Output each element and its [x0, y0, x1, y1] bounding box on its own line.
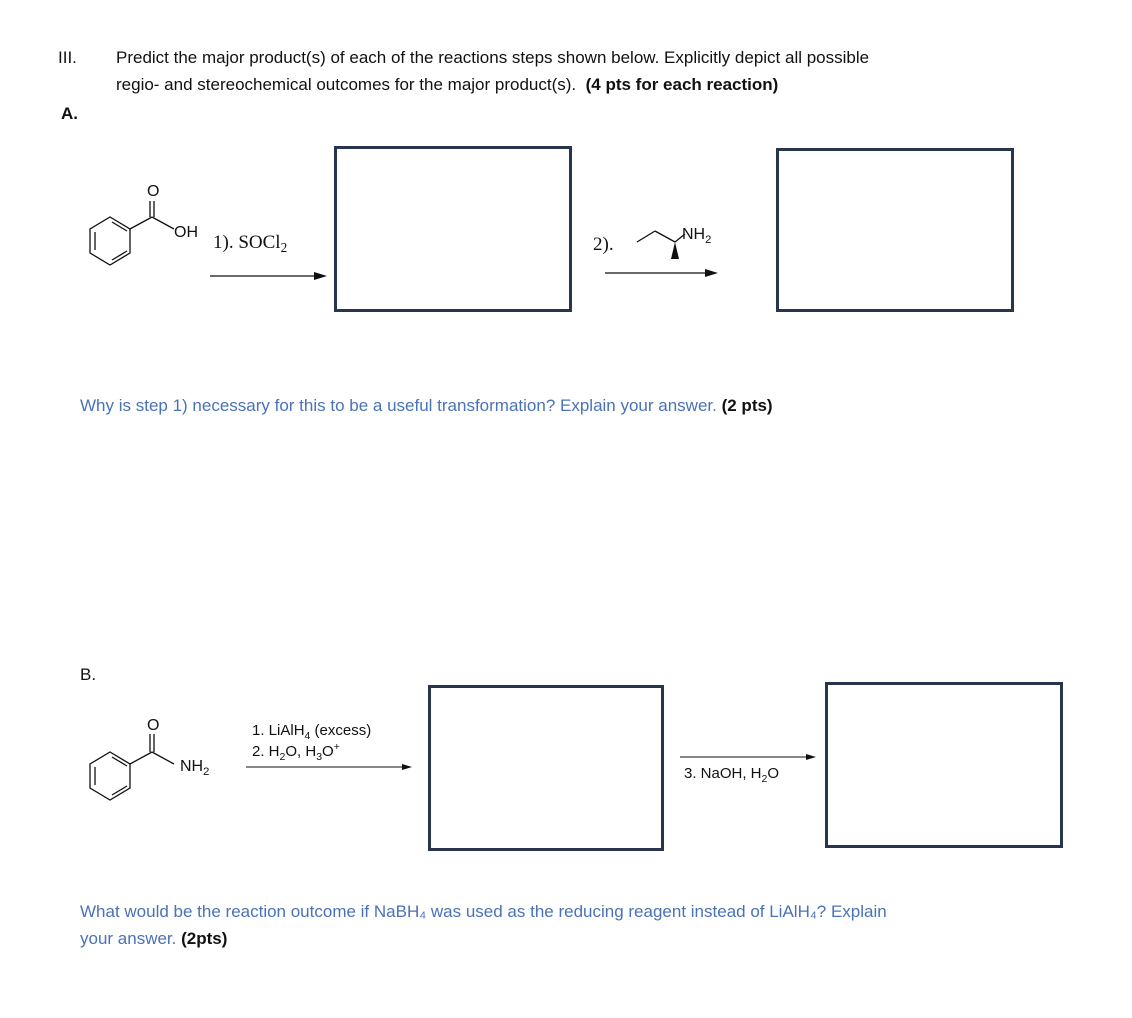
part-a-amine-text: NH — [682, 226, 706, 243]
part-b-step1-sub: 4 — [304, 730, 311, 742]
part-b-step2-c: O — [322, 743, 334, 760]
part-a-step1-prefix: 1). SOCl — [213, 232, 281, 253]
part-a-answer-box-1[interactable] — [334, 146, 572, 312]
part-b-arrow-1 — [246, 762, 416, 772]
part-b-question-line2-text: your answer. — [80, 929, 177, 948]
part-a-arrow-2 — [605, 267, 725, 279]
part-b-answer-box-1[interactable] — [428, 685, 664, 851]
part-a-hydroxyl: OH — [174, 224, 198, 241]
part-b-step2-sub-a: 2 — [279, 751, 286, 763]
part-b-carbonyl-o: O — [147, 717, 160, 734]
part-b-step3-b: O — [767, 765, 780, 782]
instructions-line1: Predict the major product(s) of each of the reactions steps shown below. Explicitly depict all possible — [116, 48, 870, 67]
part-b-step3 — [684, 765, 779, 785]
part-b-arrow-2 — [680, 752, 820, 762]
part-b-step1-prefix: 1. LiAlH — [252, 722, 305, 739]
part-a-answer-box-2[interactable] — [776, 148, 1014, 312]
part-b-step2-b: O, H — [285, 743, 317, 760]
part-b-step1-suffix: (excess) — [314, 722, 372, 739]
part-b-step1 — [252, 722, 371, 742]
part-a-question-text: Why is step 1) necessary for this to be a useful transformation? Explain your answer. — [80, 396, 717, 415]
instructions-line2 — [116, 71, 1116, 98]
part-b-step2-sup-c: + — [333, 741, 340, 753]
instructions — [116, 44, 1116, 98]
part-a-step1-sub: 2 — [280, 240, 288, 255]
part-b-amine-text: NH — [180, 758, 204, 775]
part-a-amine-sub: 2 — [705, 234, 712, 246]
part-a-question-points: (2 pts) — [721, 396, 773, 415]
part-a-step2-prefix: 2). — [593, 234, 614, 255]
part-b-step2-a: 2. H — [252, 743, 280, 760]
part-a-question — [80, 392, 773, 419]
part-b-amine-sub: 2 — [203, 766, 210, 778]
part-b-question-points: (2pts) — [181, 929, 228, 948]
part-a-arrow-1 — [210, 270, 330, 282]
part-a-carbonyl-o: O — [147, 183, 160, 200]
part-b-step3-a: 3. NaOH, H — [684, 765, 762, 782]
points-note: (4 pts for each reaction) — [585, 75, 779, 94]
part-b-question — [80, 898, 1080, 952]
part-b-question-line2 — [80, 925, 1080, 952]
part-b-step2 — [252, 741, 340, 763]
part-a-amine-label — [682, 226, 711, 246]
instructions-line2-text: regio- and stereochemical outcomes for the major product(s). — [116, 75, 577, 94]
part-b-answer-box-2[interactable] — [825, 682, 1063, 848]
part-b-question-line1: What would be the reaction outcome if NaBH₄ was used as the reducing reagent instead of LiAlH₄? Explain — [80, 902, 887, 921]
part-b-label: B. — [80, 665, 97, 684]
part-b-amine-label — [180, 758, 209, 778]
part-a-label: A. — [61, 104, 78, 123]
part-b-step2-sub-b: 3 — [316, 751, 323, 763]
part-a-step1-reagent — [213, 232, 287, 256]
section-numeral: III. — [58, 48, 77, 67]
part-b-step3-sub-a: 2 — [761, 773, 768, 785]
